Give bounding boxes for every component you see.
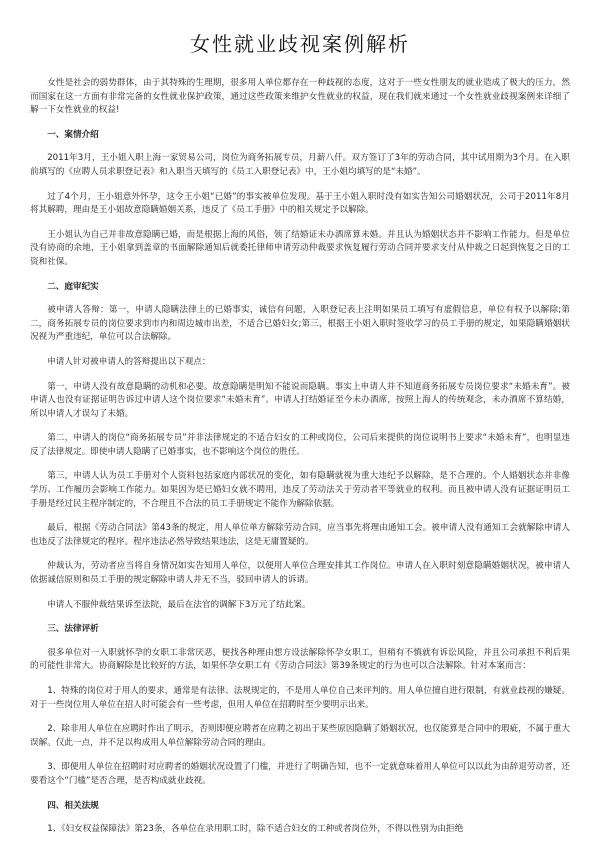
section-heading-trial: 二、庭审纪实 xyxy=(47,281,99,292)
paragraph: 2、除非用人单位在应聘时作出了明示，否则即便应聘者在应聘之初出于某些原因隐瞒了婚姻状况，也仅能算是合同中的瑕疵，不属于重大误解。仅此一点，并不足以构成用人单位解除劳动合同的理由。 xyxy=(30,724,570,748)
paragraph: 王小姐认为自己并非故意隐瞒已婚，而是根据上海的风俗，领了结婚证未办酒席算未婚。并且认为婚姻状态并不影响工作能力。但是单位没有协商的余地，王小姐拿到盖章的书面解除通知后就委托律师申请劳动仲裁要求恢复履行劳动合同并要求支付从仲裁之日起到恢复之日的工资和社保。 xyxy=(30,229,570,267)
paragraph: 第二，申请人的岗位“商务拓展专员”并非法律规定的不适合妇女的工种或岗位，公司后来提供的岗位说明书上要求“未婚未育”，也明显违反了法律规定。即使申请人隐瞒了已婚事实，也不影响这个岗位的胜任。 xyxy=(30,433,570,457)
paragraph: 第三，申请人认为员工手册对个人资料包括家庭内部状况的变化，如有隐瞒就视为重大违纪予以解除，是不合理的。个人婚姻状态并非像学历、工作履历会影响工作能力。如果因为是已婚妇女就不聘用，违反了劳动法关于劳动者平等就业的权利。而且被申请人没有证据证明员工手册是经过民主程序制定的，不合理且不合法的员工手册规定不能作为解除依据。 xyxy=(30,471,570,509)
paragraph: 过了4个月，王小姐意外怀孕，这令王小姐“已婚”的事实被单位发现。基于王小姐入职时没有如实告知公司婚姻状况，公司于2011年8月将其解聘，理由是王小姐故意隐瞒婚姻关系，违反了《员工手册》中的相关规定予以解除。 xyxy=(30,191,570,216)
paragraph: 很多单位对一入职就怀孕的女职工非常厌恶，便找各种理由想方设法解除怀孕女职工，但稍有不慎就有诉讼风险，并且公司承担不利后果的可能性非常大。协商解除是比较好的方法，如果怀孕女职工有《劳动合同法》第39条规定的行为也可以合法解除。针对本案而言： xyxy=(30,647,570,672)
paragraph: 仲裁认为，劳动者应当将自身情况如实告知用人单位，以便用人单位合理安排其工作岗位。申请人在入职时刻意隐瞒婚姻状况，被申请人依据诚信原则和员工手册的规定解除申请人并无不当，驳回申请人的诉请。 xyxy=(30,561,570,586)
page-title: 女性就业歧视案例解析 xyxy=(190,32,410,56)
paragraph: 1、《妇女权益保障法》第23条，各单位在录用职工时，除不适合妇女的工种或者岗位外，不得以性别为由拒绝 xyxy=(47,824,464,835)
section-heading-analysis: 三、法律评析 xyxy=(47,624,99,635)
paragraph: 被申请人答辩：第一，申请人隐瞒法律上的已婚事实，诚信有问题，入职登记表上注明如果员工填写有虚假信息，单位有权予以解除;第二，商务拓展专员的岗位要求到市内和周边城市出差，不适合已婚妇女;第三，根据王小姐入职时签收学习的员工手册的规定，如果隐瞒婚姻状况视为严重违纪，单位可以合法解除。 xyxy=(30,305,570,343)
paragraph: 申请人不服仲裁结果诉至法院，最后在法官的调解下3万元了结此案。 xyxy=(47,599,311,610)
section-heading-regulations: 四、相关法规 xyxy=(47,800,99,811)
paragraph: 1、特殊的岗位对于用人的要求，通常是有法律、法规规定的，不是用人单位自己来评判的。用人单位擅自进行限制，有就业歧视的嫌疑。对于一些岗位用人单位在招人时可能会有一些考虑，但用人单位在招聘时至少要明示出来。 xyxy=(30,686,570,710)
paragraph: 3、即便用人单位在招聘时对应聘者的婚姻状况设置了门槛，并进行了明确告知，也不一定就意味着用人单位可以以此为由辞退劳动者，还要看这个“门槛”是否合理，是否构成就业歧视。 xyxy=(30,762,570,786)
section-heading-case: 一、案情介绍 xyxy=(47,129,99,140)
intro-paragraph: 女性是社会的弱势群体，由于其特殊的生理期，很多用人单位都存在一种歧视的态度，这对于一些女性朋友的就业造成了极大的压力，然而国家在这一方面有非常完备的女性就业保护政策，通过这些政策来维护女性就业的权益，现在我们就来通过一个女性就业歧视案例来详细了解一下女性就业的权益! xyxy=(30,78,570,116)
paragraph: 2011年3月，王小姐入职上海一家贸易公司，岗位为商务拓展专员，月薪八仟。双方签订了3年的劳动合同，其中试用期为3个月。在入职前填写的《应聘人员求职登记表》和入职当天填写的《员工入职登记表》中，王小姐均填写的是“未婚”。 xyxy=(30,153,570,177)
paragraph: 最后，根据《劳动合同法》第43条的规定，用人单位单方解除劳动合同，应当事先将理由通知工会。被申请人没有通知工会就解除申请人也违反了法律规定的程序。程序违法必然导致结果违法，这是无庸置疑的。 xyxy=(30,523,570,547)
paragraph: 申请人针对被申请人的答辩提出以下观点： xyxy=(47,356,211,367)
paragraph: 第一，申请人没有故意隐瞒的动机和必要。故意隐瞒是明知不能说而隐瞒。事实上申请人并不知道商务拓展专员岗位要求“未婚未育”。被申请人也没有证据证明告诉过申请人这个岗位要求“未婚未育”。申请人打结婚证至今未办酒席，按照上海人的传统观念，未办酒席不算结婚，所以申请人才误勾了未婚。 xyxy=(30,381,570,419)
